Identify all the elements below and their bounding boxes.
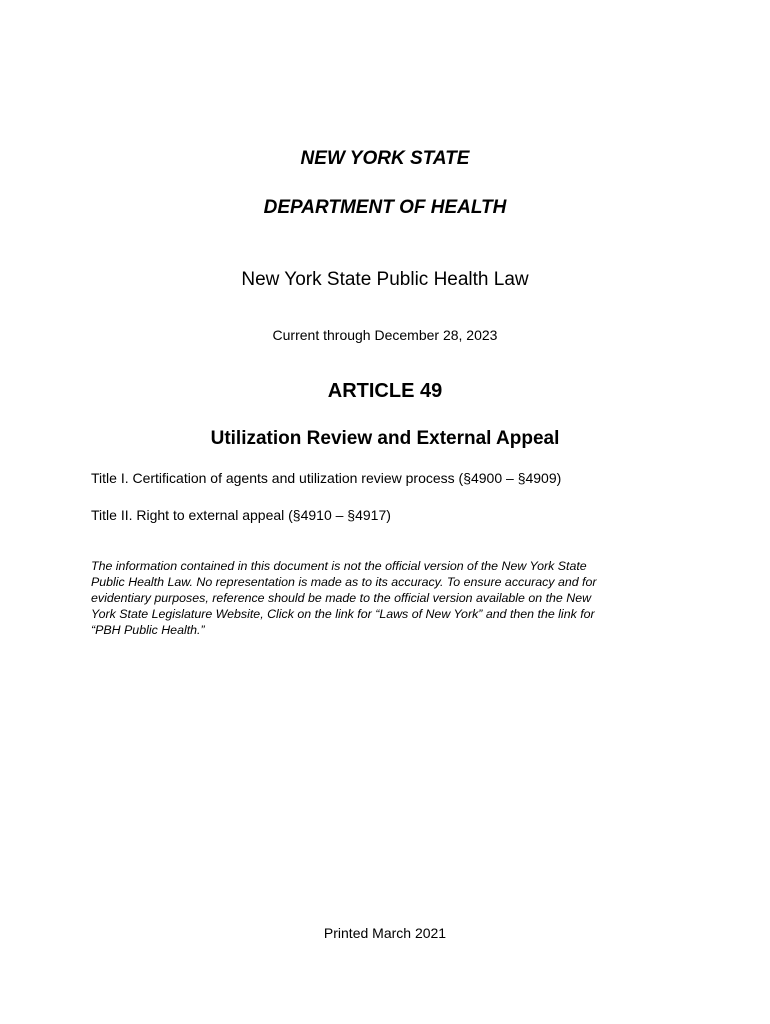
current-through-date: Current through December 28, 2023 <box>272 327 498 343</box>
law-title: New York State Public Health Law <box>241 269 529 290</box>
disclaimer-line: Public Health Law. No representation is made as to its accuracy. To ensure accuracy and for <box>91 575 597 589</box>
title-two: Title II. Right to external appeal (§4910 – §4917) <box>91 507 391 523</box>
agency-state-heading: NEW YORK STATE <box>300 148 470 169</box>
disclaimer-line: “PBH Public Health.” <box>91 623 205 637</box>
disclaimer-paragraph <box>91 558 691 638</box>
disclaimer-line: The information contained in this document is not the official version of the New York State <box>91 559 587 573</box>
title-one: Title I. Certification of agents and utilization review process (§4900 – §4909) <box>91 470 562 486</box>
article-title: Utilization Review and External Appeal <box>210 428 560 449</box>
agency-department-heading: DEPARTMENT OF HEALTH <box>263 197 507 218</box>
disclaimer-line: York State Legislature Website, Click on the link for “Laws of New York” and then the link for <box>91 607 595 621</box>
article-number: ARTICLE 49 <box>327 380 443 402</box>
printed-date: Printed March 2021 <box>323 925 447 941</box>
disclaimer-line: evidentiary purposes, reference should be made to the official version available on the New <box>91 591 592 605</box>
